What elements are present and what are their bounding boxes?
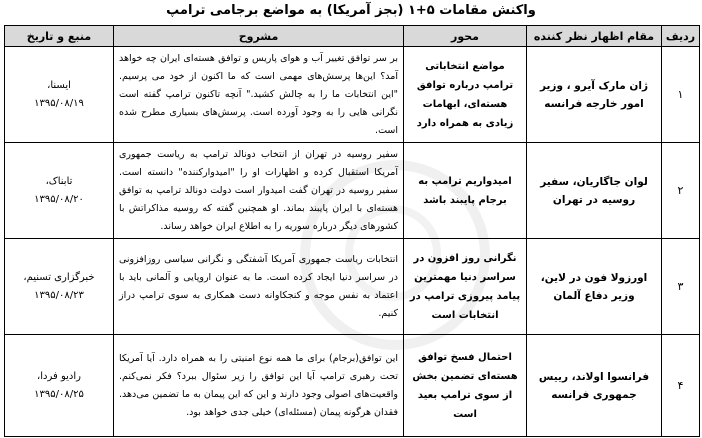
source-name: تابناک، xyxy=(45,175,73,187)
source-date: ۱۳۹۵/۰۸/۲۵ xyxy=(34,388,84,400)
text-cell: این توافق(برجام) برای ما همه نوع امنیتی را به همراه دارد. آیا آمریکا تحت رهبری ترامپ آیا این توافق را زیر سئوال ببرد؟ فکر نمی‌کنم. واقعیت‌های اصولی وجود دارند و این که این پیمان به ما تضمین می‌دهد. فقدان هرگونه پیمان (مسئله‌ای) خیلی جدی خواهد بود. xyxy=(114,335,404,437)
header-axis: محور xyxy=(404,26,527,47)
source-date: ۱۳۹۵/۰۸/۲۰ xyxy=(34,193,84,205)
table-row xyxy=(5,47,700,143)
header-text: مشروح xyxy=(114,26,404,47)
axis-cell: مواضع انتخاباتی ترامپ درباره توافق هسته‌ای، ابهامات زیادی به همراه دارد xyxy=(404,47,527,143)
axis-cell: احتمال فسخ توافق هسته‌ای تضمین بخش از سوی ترامپ بعید است xyxy=(404,335,527,437)
table-row xyxy=(5,335,700,437)
table-header-row xyxy=(5,26,700,47)
header-speaker: مقام اظهار نظر کننده xyxy=(527,26,662,47)
source-name: رادیو فردا، xyxy=(37,370,81,382)
source-cell xyxy=(5,143,114,239)
row-number: ۲ xyxy=(662,143,700,239)
header-row-number: ردیف xyxy=(662,26,700,47)
row-number: ۳ xyxy=(662,239,700,335)
speaker-cell: ژان مارک آیرو ، وزیر امور خارجه فرانسه xyxy=(527,47,662,143)
reactions-table xyxy=(4,25,700,437)
row-number: ۱ xyxy=(662,47,700,143)
row-number: ۴ xyxy=(662,335,700,437)
text-cell: بر سر توافق تغییر آب و هوای پاریس و توافق هسته‌ای ایران چه خواهد آمد؟ این‌ها پرسش‌های مهمی است که ما اکنون از خود می پرسیم. "این انتخابات ما را به چالش کشید." آنچه تاکنون ترامپ گفته است نگرانی هایی را به وجود آورده است. پرسش‌های بسیاری مطرح شده است. xyxy=(114,47,404,143)
source-cell xyxy=(5,47,114,143)
source-cell xyxy=(5,239,114,335)
table-row xyxy=(5,143,700,239)
page-title: واکنش مقامات ۵+۱ (بجز آمریکا) به مواضع برجامی ترامپ xyxy=(166,3,536,18)
speaker-cell: اورزولا فون در لاین، وزیر دفاع آلمان xyxy=(527,239,662,335)
source-name: خبرگزاری تسنیم، xyxy=(23,271,95,283)
source-name: ایسنا، xyxy=(47,79,71,91)
speaker-cell: فرانسوا اولاند، رییس جمهوری فرانسه xyxy=(527,335,662,437)
axis-cell: امیدواریم ترامپ به برجام پایبند باشد xyxy=(404,143,527,239)
text-cell: سفیر روسیه در تهران از انتخاب دونالد ترامپ به ریاست جمهوری آمریکا استقبال کرده و اظهارات او را "امیدوارکننده" دانسته است. سفیر روسیه در تهران گفت امیدوار است دولت دونالد ترامپ به توافق هسته‌ای با ایران پایبند بماند. او همچنین گفته که روسیه مذاکراتش با کشورهای دیگر درباره سوریه را به اطلاع ایران خواهد رساند. xyxy=(114,143,404,239)
source-date: ۱۳۹۵/۰۸/۱۹ xyxy=(34,97,84,109)
header-source: منبع و تاریخ xyxy=(5,26,114,47)
source-date: ۱۳۹۵/۰۸/۲۳ xyxy=(34,289,84,301)
text-cell: انتخابات ریاست جمهوری آمریکا آشفتگی و نگرانی سیاسی روزافزونی در سراسر دنیا ایجاد کرده است. ما به عنوان اروپایی و آلمانی باید با اعتماد به نفس موجه و کنجکاوانه دست همکاری به سوی ترامپ دراز کنیم. xyxy=(114,239,404,335)
axis-cell: نگرانی روز افزون در سراسر دنیا مهمترین پیامد پیروزی ترامپ در انتخابات است xyxy=(404,239,527,335)
source-cell xyxy=(5,335,114,437)
table-row xyxy=(5,239,700,335)
speaker-cell: لوان جاگاریان، سفیر روسیه در تهران xyxy=(527,143,662,239)
